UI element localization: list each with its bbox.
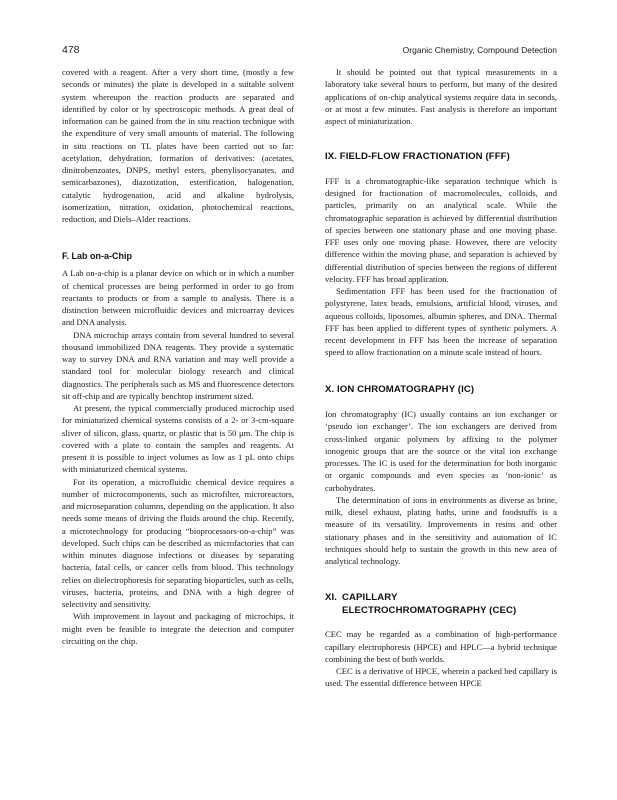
section-heading-field-flow-fractionation: IX. FIELD-FLOW FRACTIONATION (FFF) [325, 151, 510, 163]
paragraph: FFF is a chromatographic-like separation technique which is designed for fractionation of macromolecules, colloids, and particles, primarily on an analytical scale. While the chromatographic separation is achieved by differential distribution of species between one stationary phase and one moving phase. FFF uses only one moving phase. However, there are velocity difference within the moving phase, and separation is achieved by differential distribution of species between the regions of different velocity. FFF has broad application. [325, 175, 557, 284]
paragraph: For its operation, a microfluidic chemical device requires a number of microcomponents, such as microfilter, microreactors, and microseparation columns, depending on the application. It also needs some means of driving the fluids around the chip. Recently, a microtechnology for producing “bioprocessors-on-a-chip” was developed. Such chips can be described as microfactories that can within minutes diagnose infections or diseases by separating bacteria, fatal cells, or cancer cells from blood. This technology relies on dielectrophoresis for separating bioparticles, such as cells, viruses, bacteria, proteins, and DNA with a high degree of selectivity and sensitivity. [62, 476, 294, 609]
paragraph: At present, the typical commercially produced microchip used for miniaturized chemical systems consists of a 2- or 3-cm-square sliver of silicon, glass, quartz, or plastic that is 50 μm. The chip is covered with a plate to contain the samples and reagents. At present it is possible to inject volumes as low as 1 pL onto chips with miniaturized chemical systems. [62, 403, 294, 475]
paragraph: Ion chromatography (IC) usually contains an ion exchanger or ‘pseudo ion exchanger’. The ion exchangers are derived from cross-linked organic polymers by affixing to the polymer ionogenic groups that are the source or the vital ion exchange processes. The IC is used for the determination for both inorganic or organic compounds and even species as ‘non-ionic’ as carbohydrates. [325, 409, 557, 493]
left-column [62, 66, 294, 647]
running-head: Organic Chemistry, Compound Detection [402, 45, 557, 55]
paragraph: CEC may be regarded as a combination of high-performance capillary electrophoresis (HPCE) and HPLC—a hybrid technique combining the best of both worlds. [325, 629, 557, 664]
paragraph: DNA microchip arrays contain from several hundred to several thousand immobilized DNA reagents. They provide a systematic way to survey DNA and RNA variation and may well provide a standard tool for molecular biology research and clinical diagnostics. The peripherals such as MS and fluorescence detectors sit off-chip and are typically benchtop instrument sized. [62, 329, 294, 401]
section-heading-lab-on-a-chip: F. Lab on-a-Chip [62, 251, 132, 262]
paragraph: A Lab on-a-chip is a planar device on which or in which a number of chemical processes are being performed in order to go from reactants to products or from a sample to analysis. There is a distinction between microfluidic devices and microarray devices and DNA analysis. [62, 268, 294, 328]
paragraph: covered with a reagent. After a very short time, (mostly a few seconds or minutes) the plate is developed in a suitable solvent system whereupon the reaction products are separated and identified by color or by spectroscopic methods. A great deal of information can be gained from the in situ reaction technique with the expenditure of very small amounts of material. The following in situ reactions on TL plates have been carried out so far: acetylation, dehydration, formation of derivatives: (acetates, dinitrobenzoates, DNPS, methyl esters, phenylisocyanates, and semicarbazones), diazotization, esterification, halogenation, catalytic hydrogenation, acid and alkaline hydrolysis, isomerization, nitration, oxidation, photochemical reactions, reduction, and Diels–Alder reactions. [62, 67, 294, 224]
page-number: 478 [62, 44, 80, 56]
section-title-line-1: CAPILLARY [342, 592, 398, 604]
section-heading-capillary-electrochromatography [325, 592, 557, 617]
page-header [62, 44, 557, 58]
section-number: XI. [325, 592, 338, 604]
paragraph: Sedimentation FFF has been used for the fractionation of polystyrene, latex beads, emulsions, artificial blood, viruses, and aqueous colloids, liposomes, albumin spheres, and DNA. Thermal FFF has been applied to different types of synthetic polymers. A recent development in FFF has been the increase of separation speed to allow fractionation on a minute scale instead of hours. [325, 286, 557, 358]
paragraph: CEC is a derivative of HPCE, wherein a packed bed capillary is used. The essential difference between HPCE [325, 666, 557, 689]
paragraph: The determination of ions in environments as diverse as brine, milk, diesel exhaust, plating baths, urine and foodstuffs is a measure of its versatility. Improvements in resins and other stationary phases and in the sensitivity and automation of IC techniques should help to sustain the growth in this new area of analytical technology. [325, 494, 557, 566]
section-heading-ion-chromatography: X. ION CHROMATOGRAPHY (IC) [325, 383, 475, 395]
section-title-line-2: ELECTROCHROMATOGRAPHY (CEC) [342, 604, 517, 616]
paragraph: With improvement in layout and packaging of microchips, it might even be feasible to integrate the detection and computer circuiting on the chip. [62, 611, 294, 646]
paragraph: It should be pointed out that typical measurements in a laboratory take several hours to perform, but many of the desired applications of on-chip analytical systems require data in seconds, or at most a few minutes. Fast analysis is therefore an important aspect of miniaturization. [325, 67, 557, 126]
right-column [325, 66, 557, 690]
